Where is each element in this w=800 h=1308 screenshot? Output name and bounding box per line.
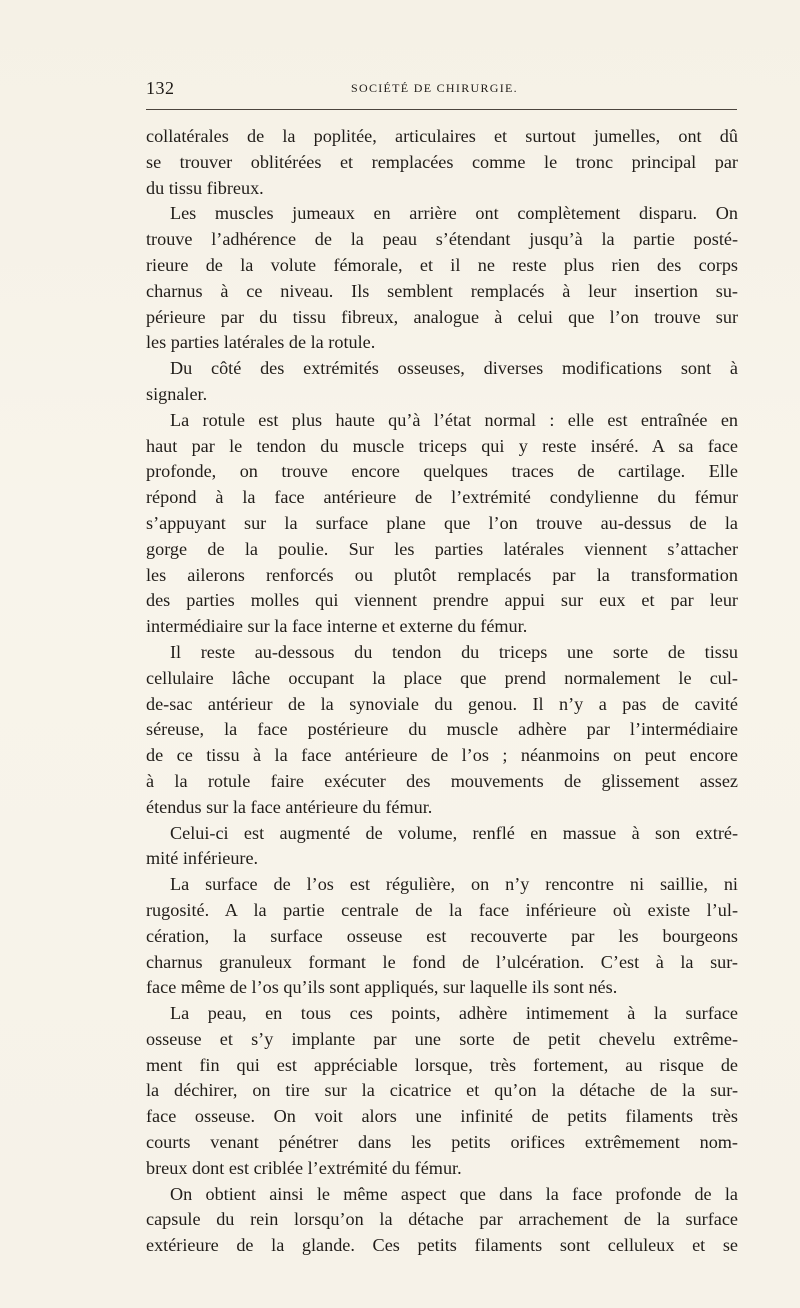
text-line: gorge de la poulie. Sur les parties latérales viennent s’attacher <box>146 538 738 559</box>
text-line: du tissu fibreux. <box>146 177 264 198</box>
header-rule <box>146 109 737 110</box>
text-line: de-sac antérieur de la synoviale du genou. Il n’y a pas de cavité <box>146 693 738 714</box>
text-line: La surface de l’os est régulière, on n’y rencontre ni saillie, ni <box>170 874 738 895</box>
text-line: Il reste au-dessous du tendon du triceps une sorte de tissu <box>170 641 738 662</box>
text-line: breux dont est criblée l’extrémité du fémur. <box>146 1157 462 1178</box>
body-text <box>146 124 738 1259</box>
text-line: osseuse et s’y implante par une sorte de petit chevelu extrême- <box>146 1028 738 1049</box>
text-line: courts venant pénétrer dans les petits orifices extrêmement nom- <box>146 1132 738 1153</box>
text-line: charnus à ce niveau. Ils semblent remplacés à leur insertion su- <box>146 280 738 301</box>
text-line: les parties latérales de la rotule. <box>146 332 376 353</box>
text-line: séreuse, la face postérieure du muscle adhère par l’intermédiaire <box>146 719 738 740</box>
text-line: périeure par du tissu fibreux, analogue à celui que l’on trouve sur <box>146 306 738 327</box>
text-line: intermédiaire sur la face interne et externe du fémur. <box>146 616 528 637</box>
text-line: répond à la face antérieure de l’extrémité condylienne du fémur <box>146 487 738 508</box>
page-number: 132 <box>146 78 175 98</box>
text-line: signaler. <box>146 383 208 404</box>
text-line: étendus sur la face antérieure du fémur. <box>146 796 433 817</box>
text-line: mité inférieure. <box>146 848 259 869</box>
text-line: de ce tissu à la face antérieure de l’os ; néanmoins on peut encore <box>146 745 738 766</box>
text-line: La peau, en tous ces points, adhère intimement à la surface <box>170 1003 738 1024</box>
text-line: Celui-ci est augmenté de volume, renflé en massue à son extré- <box>170 822 738 843</box>
text-line: rugosité. A la partie centrale de la face inférieure où existe l’ul- <box>146 899 738 920</box>
text-line: trouve l’adhérence de la peau s’étendant jusqu’à la partie posté- <box>146 229 738 250</box>
text-line: Les muscles jumeaux en arrière ont complètement disparu. On <box>170 203 738 224</box>
text-line: à la rotule faire exécuter des mouvements de glissement assez <box>146 770 738 791</box>
text-line: la déchirer, on tire sur la cicatrice et qu’on la détache de la sur- <box>146 1080 738 1101</box>
text-line: haut par le tendon du muscle triceps qui y reste inséré. A sa face <box>146 435 738 456</box>
text-line: rieure de la volute fémorale, et il ne reste plus rien des corps <box>146 254 738 275</box>
text-line: charnus granuleux formant le fond de l’ulcération. C’est à la sur- <box>146 951 738 972</box>
text-line: Du côté des extrémités osseuses, diverses modifications sont à <box>170 358 738 379</box>
text-line: extérieure de la glande. Ces petits filaments sont celluleux et se <box>146 1235 738 1256</box>
text-line: face osseuse. On voit alors une infinité de petits filaments très <box>146 1106 738 1127</box>
text-line: capsule du rein lorsqu’on la détache par arrachement de la surface <box>146 1209 738 1230</box>
running-head: SOCIÉTÉ DE CHIRURGIE. <box>351 81 518 95</box>
text-line: La rotule est plus haute qu’à l’état normal : elle est entraînée en <box>170 409 738 430</box>
text-line: collatérales de la poplitée, articulaires et surtout jumelles, ont dû <box>146 126 738 146</box>
text-line: On obtient ainsi le même aspect que dans la face profonde de la <box>170 1183 738 1204</box>
text-line: profonde, on trouve encore quelques traces de cartilage. Elle <box>146 461 738 482</box>
text-line: des parties molles qui viennent prendre appui sur eux et par leur <box>146 590 738 611</box>
text-line: s’appuyant sur la surface plane que l’on trouve au-dessus de la <box>146 512 738 533</box>
text-line: les ailerons renforcés ou plutôt remplacés par la transformation <box>146 564 738 585</box>
text-line: cellulaire lâche occupant la place que prend normalement le cul- <box>146 667 738 688</box>
page-header <box>146 78 736 100</box>
text-line: ment fin qui est appréciable lorsque, très fortement, au risque de <box>146 1054 738 1075</box>
text-line: se trouver oblitérées et remplacées comme le tronc principal par <box>146 151 738 172</box>
text-line: face même de l’os qu’ils sont appliqués, sur laquelle ils sont nés. <box>146 977 618 998</box>
text-line: cération, la surface osseuse est recouverte par les bourgeons <box>146 925 738 946</box>
